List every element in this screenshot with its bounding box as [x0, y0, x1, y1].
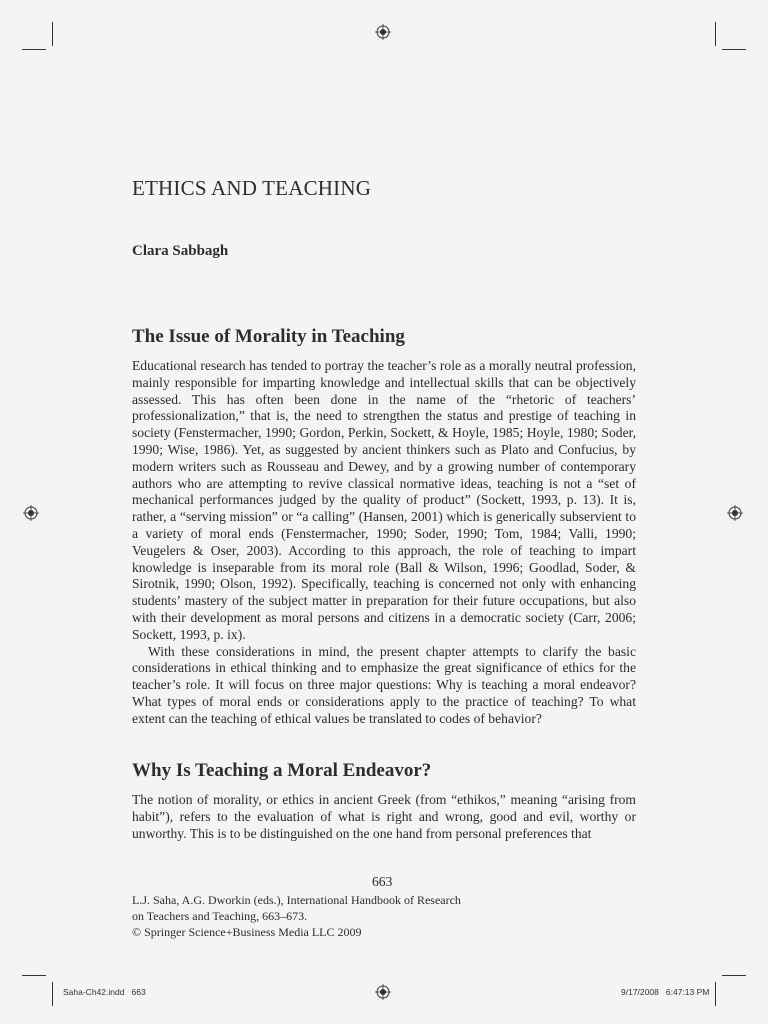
body-paragraph: With these considerations in mind, the present chapter attempts to clarify the basic considerations in ethical thinking and to emphasize the great significance of ethics for the teacher’s role. It will focus on three major questions: Why is teaching a moral endeavor? What types of moral ends or considerations apply to the practice of teaching? To what extent can the teaching of ethical values be translated to codes of behavior?	[132, 643, 636, 726]
crop-mark-bottom-right-v	[715, 982, 716, 1006]
body-paragraph: Educational research has tended to portray the teacher’s role as a morally neutral profession, mainly responsible for imparting knowledge and intellectual skills that can be objectively assessed. This has often been done in the name of the “rhetoric of teachers’ professionalization,” that is, the need to strengthen the status and prestige of teaching in society (Fenstermacher, 1990; Gordon, Perkin, Sockett, & Hoyle, 1985; Hoyle, 1980; Soder, 1990; Wise, 1986). Yet, as suggested by ancient thinkers such as Plato and Confucius, by modern writers such as Rousseau and Dewey, and by a growing number of contemporary authors who are attempting to revive classical normative ideas, teaching is not a “set of mechanical performances judged by the quality of product” (Sockett, 1993, p. 13). It is, rather, a “serving mission” or “a calling” (Hansen, 2001) which is generically subservient to a variety of moral ends (Fenstermacher, 1990; Soder, 1990; Tom, 1984; Valli, 1990; Veugelers & Oser, 2003). According to this approach, the role of teaching to impart knowledge is inseparable from its moral role (Ball & Wilson, 1996; Goodlad, Soder, & Sirotnik, 1990; Olson, 1992). Specifically, teaching is concerned not only with enhancing students’ mastery of the subject matter in preparation for their future occupations, but also with their development as moral persons and citizens in a democratic society (Carr, 2006; Sockett, 1993, p. ix).	[132, 358, 636, 642]
file-slug: Saha-Ch42.indd 663	[63, 987, 146, 997]
source-citation	[132, 892, 461, 940]
section-heading: The Issue of Morality in Teaching	[132, 326, 405, 347]
page-number: 663	[372, 874, 393, 889]
registration-mark-icon	[375, 984, 391, 1000]
crop-mark-top-right-h	[722, 49, 746, 50]
registration-mark-icon	[727, 505, 743, 521]
chapter-author: Clara Sabbagh	[132, 243, 229, 259]
crop-mark-bottom-left-v	[52, 982, 53, 1006]
registration-mark-icon	[23, 505, 39, 521]
citation-line: L.J. Saha, A.G. Dworkin (eds.), International Handbook of Research	[132, 893, 461, 907]
section-body	[132, 792, 636, 842]
crop-mark-bottom-left-h	[22, 975, 46, 976]
registration-mark-icon	[375, 24, 391, 40]
timestamp-slug: 9/17/2008 6:47:13 PM	[621, 987, 710, 997]
section-body	[132, 358, 636, 728]
crop-mark-bottom-right-h	[722, 975, 746, 976]
body-paragraph: The notion of morality, or ethics in ancient Greek (from “ethikos,” meaning “arising from habit”), refers to the evaluation of what is right and wrong, good and evil, worthy or unworthy. This is to be distinguished on the one hand from personal preferences that	[132, 792, 636, 841]
crop-mark-top-left-h	[22, 49, 46, 50]
section-heading: Why Is Teaching a Moral Endeavor?	[132, 760, 432, 781]
chapter-title: ETHICS AND TEACHING	[132, 176, 372, 200]
crop-mark-top-left-v	[52, 22, 53, 46]
citation-line: on Teachers and Teaching, 663–673.	[132, 909, 308, 923]
crop-mark-top-right-v	[715, 22, 716, 46]
citation-line: © Springer Science+Business Media LLC 2009	[132, 925, 362, 939]
